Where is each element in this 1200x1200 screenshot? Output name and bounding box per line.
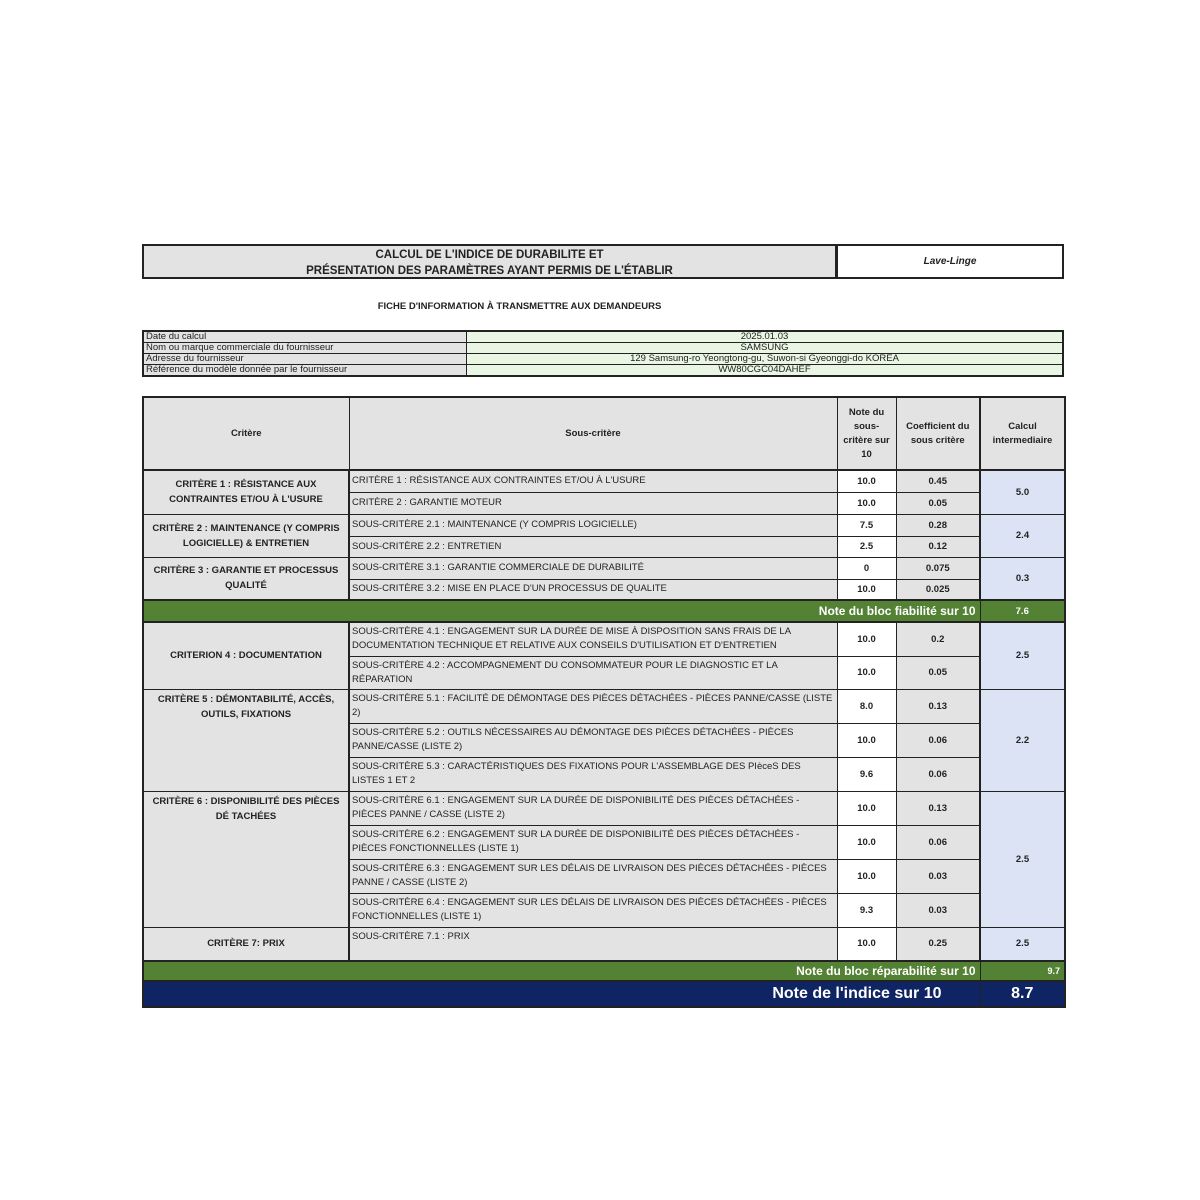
criterion-name: CRITÈRE 3 : GARANTIE ET PROCESSUS QUALITÉ (153, 565, 339, 592)
fiabilite-value: 7.6 (980, 600, 1065, 622)
sub-criterion-note: 0 (837, 557, 896, 579)
sub-criterion-label: SOUS-CRITÈRE 5.1 : FACILITÉ DE DÉMONTAGE DES PIÈCES DÉTACHÉES - PIÈCES PANNE/CASSE (LISTE 2) (349, 689, 837, 723)
sub-criterion-coef: 0.05 (896, 492, 980, 514)
table-row (143, 927, 1065, 961)
info-row (143, 343, 1063, 354)
col-header-coef: Coefficient du sous critère (896, 397, 980, 470)
sub-criterion-note: 10.0 (837, 723, 896, 757)
sub-criterion-note: 9.6 (837, 757, 896, 791)
info-label: Référence du modèle donnée par le fournisseur (143, 365, 467, 377)
criterion-name-cell (143, 557, 349, 600)
col-header-calc: Calcul intermediaire (980, 397, 1065, 470)
indice-label: Note de l'indice sur 10 (143, 981, 980, 1007)
col-header-sous-critere: Sous-critère (349, 397, 837, 470)
sub-criterion-label: SOUS-CRITÈRE 5.3 : CARACTÉRISTIQUES DES FIXATIONS POUR L'ASSEMBLAGE DES PIèceS DES LISTES 1 ET 2 (349, 757, 837, 791)
info-value: SAMSUNG (467, 343, 1064, 354)
info-value: 2025.01.03 (467, 331, 1064, 343)
col-header-note: Note du sous-critère sur 10 (837, 397, 896, 470)
info-row (143, 331, 1063, 343)
sub-criterion-note: 10.0 (837, 579, 896, 600)
sub-criterion-note: 10.0 (837, 656, 896, 689)
sub-criterion-note: 10.0 (837, 622, 896, 656)
table-row (143, 557, 1065, 579)
sub-criterion-coef: 0.03 (896, 893, 980, 927)
sub-criterion-label: SOUS-CRITÈRE 6.2 : ENGAGEMENT SUR LA DURÉE DE DISPONIBILITÉ DES PIÈCES DÉTACHÉES - PIÈCES FONCTIONNELLES (LISTE 1) (349, 825, 837, 859)
sub-criterion-label: CRITÈRE 1 : RÉSISTANCE AUX CONTRAINTES ET/OU À L'USURE (349, 470, 837, 492)
sub-criterion-coef: 0.12 (896, 536, 980, 557)
sub-criterion-coef: 0.06 (896, 825, 980, 859)
reparabilite-row (143, 961, 1065, 981)
criterion-calc: 2.5 (980, 927, 1065, 961)
header-title-line2: PRÉSENTATION DES PARAMÈTRES AYANT PERMIS DE L'ÉTABLIR (306, 265, 673, 277)
criterion-name: CRITERION 4 : DOCUMENTATION (143, 622, 349, 689)
criterion-calc: 2.4 (980, 514, 1065, 557)
sub-criterion-label: SOUS-CRITÈRE 3.2 : MISE EN PLACE D'UN PROCESSUS DE QUALITE (349, 579, 837, 600)
criterion-name: CRITÈRE 6 : DISPONIBILITÉ DES PIÈCES DÉ TACHÉES (143, 791, 349, 927)
subtitle: FICHE D'INFORMATION À TRANSMETTRE AUX DEMANDEURS (377, 301, 662, 312)
table-row (143, 689, 1065, 723)
sub-criterion-coef: 0.25 (896, 927, 980, 961)
criterion-calc: 5.0 (980, 470, 1065, 514)
col-header-critere: Critère (143, 397, 349, 470)
sub-criterion-note: 7.5 (837, 514, 896, 536)
sub-criterion-label: SOUS-CRITÈRE 6.1 : ENGAGEMENT SUR LA DURÉE DE DISPONIBILITÉ DES PIÈCES DÉTACHÉES - PIÈCES PANNE / CASSE (LISTE 2) (349, 791, 837, 825)
sub-criterion-coef: 0.06 (896, 757, 980, 791)
sub-criterion-note: 8.0 (837, 689, 896, 723)
sub-criterion-coef: 0.025 (896, 579, 980, 600)
sub-criterion-coef: 0.13 (896, 791, 980, 825)
sub-criterion-note: 10.0 (837, 859, 896, 893)
info-row (143, 365, 1063, 377)
header-title (142, 244, 837, 279)
info-label: Adresse du fournisseur (143, 354, 467, 365)
sub-criterion-note: 10.0 (837, 927, 896, 961)
sub-criterion-label: SOUS-CRITÈRE 4.1 : ENGAGEMENT SUR LA DURÉE DE MISE À DISPOSITION SANS FRAIS DE LA DOCUMENTATION TECHNIQUE ET RELATIVE AUX CONSEILS D'UTILISATION ET D'ENTRETIEN (349, 622, 837, 656)
sub-criterion-label: SOUS-CRITÈRE 2.1 : MAINTENANCE (Y COMPRIS LOGICIELLE) (349, 514, 837, 536)
fiabilite-row (143, 600, 1065, 622)
reparabilite-label: Note du bloc réparabilité sur 10 (143, 961, 980, 981)
table-row (143, 791, 1065, 825)
sub-criterion-coef: 0.05 (896, 656, 980, 689)
sub-criterion-label: SOUS-CRITÈRE 2.2 : ENTRETIEN (349, 536, 837, 557)
sub-criterion-label: SOUS-CRITÈRE 6.4 : ENGAGEMENT SUR LES DÉLAIS DE LIVRAISON DES PIÈCES DÉTACHÉES - PIÈCES FONCTIONNELLES (LISTE 1) (349, 893, 837, 927)
info-value: 129 Samsung-ro Yeongtong-gu, Suwon-si Gyeonggi-do KOREA (467, 354, 1064, 365)
sub-criterion-coef: 0.28 (896, 514, 980, 536)
sub-criterion-note: 2.5 (837, 536, 896, 557)
fiabilite-label: Note du bloc fiabilité sur 10 (143, 600, 980, 622)
sub-criterion-coef: 0.03 (896, 859, 980, 893)
sub-criterion-note: 10.0 (837, 470, 896, 492)
info-value: WW80CGC04DAHEF (467, 365, 1064, 377)
criterion-calc: 2.2 (980, 689, 1065, 791)
table-row (143, 514, 1065, 536)
sub-criterion-coef: 0.075 (896, 557, 980, 579)
sub-criterion-coef: 0.06 (896, 723, 980, 757)
sub-criterion-coef: 0.13 (896, 689, 980, 723)
sub-criterion-coef: 0.2 (896, 622, 980, 656)
sub-criterion-coef: 0.45 (896, 470, 980, 492)
info-label: Date du calcul (143, 331, 467, 343)
sub-criterion-label: CRITÈRE 2 : GARANTIE MOTEUR (349, 492, 837, 514)
criterion-name: CRITÈRE 5 : DÉMONTABILITÉ, ACCÈS, OUTILS, FIXATIONS (143, 689, 349, 791)
header-title-line1: CALCUL DE L'INDICE DE DURABILITE ET (375, 249, 604, 261)
info-table (142, 330, 1064, 377)
criterion-name: CRITÈRE 1 : RÉSISTANCE AUX CONTRAINTES ET/OU À L'USURE (143, 470, 349, 514)
criterion-calc: 2.5 (980, 791, 1065, 927)
product-type: Lave-Linge (836, 244, 1064, 279)
indice-value: 8.7 (980, 981, 1065, 1007)
sub-criterion-label: SOUS-CRITÈRE 3.1 : GARANTIE COMMERCIALE DE DURABILITÉ (349, 557, 837, 579)
sub-criterion-label: SOUS-CRITÈRE 5.2 : OUTILS NÉCESSAIRES AU DÉMONTAGE DES PIÈCES DÉTACHÉES - PIÈCES PANNE/CASSE (LISTE 2) (349, 723, 837, 757)
table-header-row (143, 397, 1065, 470)
table-row (143, 470, 1065, 492)
reparabilite-value: 9.7 (980, 961, 1065, 981)
sub-criterion-note: 9.3 (837, 893, 896, 927)
criterion-calc: 0.3 (980, 557, 1065, 600)
criterion-name: CRITÈRE 2 : MAINTENANCE (Y COMPRIS LOGICIELLE) & ENTRETIEN (152, 522, 340, 549)
table-row (143, 622, 1065, 656)
criterion-name-cell (143, 514, 349, 557)
durability-table (142, 396, 1066, 1008)
criterion-name: CRITÈRE 7: PRIX (143, 927, 349, 961)
criterion-calc: 2.5 (980, 622, 1065, 689)
sub-criterion-label: SOUS-CRITÈRE 4.2 : ACCOMPAGNEMENT DU CONSOMMATEUR POUR LE DIAGNOSTIC ET LA RÉPARATION (349, 656, 837, 689)
info-row (143, 354, 1063, 365)
sub-criterion-note: 10.0 (837, 492, 896, 514)
sub-criterion-note: 10.0 (837, 825, 896, 859)
sub-criterion-note: 10.0 (837, 791, 896, 825)
indice-row (143, 981, 1065, 1007)
info-label: Nom ou marque commerciale du fournisseur (143, 343, 467, 354)
sub-criterion-label: SOUS-CRITÈRE 6.3 : ENGAGEMENT SUR LES DÉLAIS DE LIVRAISON DES PIÈCES DÉTACHÉES - PIÈCES PANNE / CASSE (LISTE 2) (349, 859, 837, 893)
sub-criterion-label: SOUS-CRITÈRE 7.1 : PRIX (349, 927, 837, 961)
